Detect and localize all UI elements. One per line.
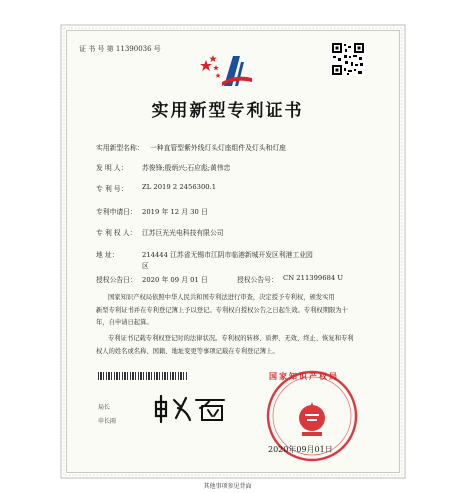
signature-name: 申长雨 [98, 418, 117, 425]
qr-code-icon [331, 42, 365, 76]
name-value: 一种直管型紫外线灯头灯座组件及灯头和灯座 [150, 144, 286, 152]
patentee-label: 专 利 权 人： [96, 229, 137, 237]
para1-line2: 新型专利证书并在专利登记簿上予以登记。专利权自授权公告之日起生效。专利权期限为十 [96, 306, 348, 314]
cert-no-suffix: 号 [153, 45, 161, 53]
cnipa-logo-icon [200, 52, 252, 88]
para1-line1: 国家知识产权局依照中华人民共和国专利法进行审查，决定授予专利权，颁发实用 [108, 294, 335, 301]
para2-line1: 专利证书记载专利权登记时的法律状况。专利权的转移、质押、无效、终止、恢复和专利 [108, 335, 354, 342]
grant-no-label: 授权公告号： [237, 276, 278, 284]
patent-no-value: ZL 2019 2 2456300.1 [142, 183, 217, 191]
address-value-line2: 区 [142, 262, 149, 270]
barcode [98, 372, 188, 380]
address-value-line1: 214444 江苏省无锡市江阴市临港新城开发区利港工业园 [142, 251, 313, 259]
grant-no-value: CN 211399684 U [283, 274, 344, 282]
signature-title: 局长 [98, 404, 111, 411]
grant-date-value: 2020 年 09 月 01 日 [142, 276, 208, 284]
footer-note: 其他事项参见背面 [203, 483, 252, 490]
name-label: 实用新型名称： [96, 144, 144, 152]
certificate-number [79, 44, 161, 54]
handwritten-signature [152, 394, 232, 424]
page-title: 实用新型专利证书 [151, 101, 304, 121]
seal-text: 国家知识产权局 [269, 371, 339, 381]
body-paragraph-2 [96, 333, 368, 358]
inventor-label: 发 明 人： [96, 164, 128, 172]
inventor-value: 苏俊锋;殷炳兴;石应彪;黄伟忠 [142, 164, 231, 172]
patent-no-label: 专 利 号： [96, 185, 128, 193]
para2-line2: 权人的姓名或名称、国籍、地址变更等事项记载在专利登记簿上。 [96, 347, 279, 355]
filing-date-value: 2019 年 12 月 30 日 [142, 208, 208, 216]
grant-date-label: 授权公告日： [96, 276, 137, 284]
cert-no-label: 证 书 号 第 [79, 45, 114, 53]
body-paragraph-1 [96, 292, 368, 330]
seal-date: 2020年09月01日 [268, 445, 333, 454]
para1-line3: 年，自申请日起算。 [96, 319, 153, 326]
address-label: 地 址： [96, 251, 119, 259]
cert-no-value: 11390036 [115, 45, 152, 53]
patentee-value: 江苏巨光光电科技有限公司 [142, 229, 224, 237]
filing-date-label: 专利申请日： [96, 208, 137, 216]
